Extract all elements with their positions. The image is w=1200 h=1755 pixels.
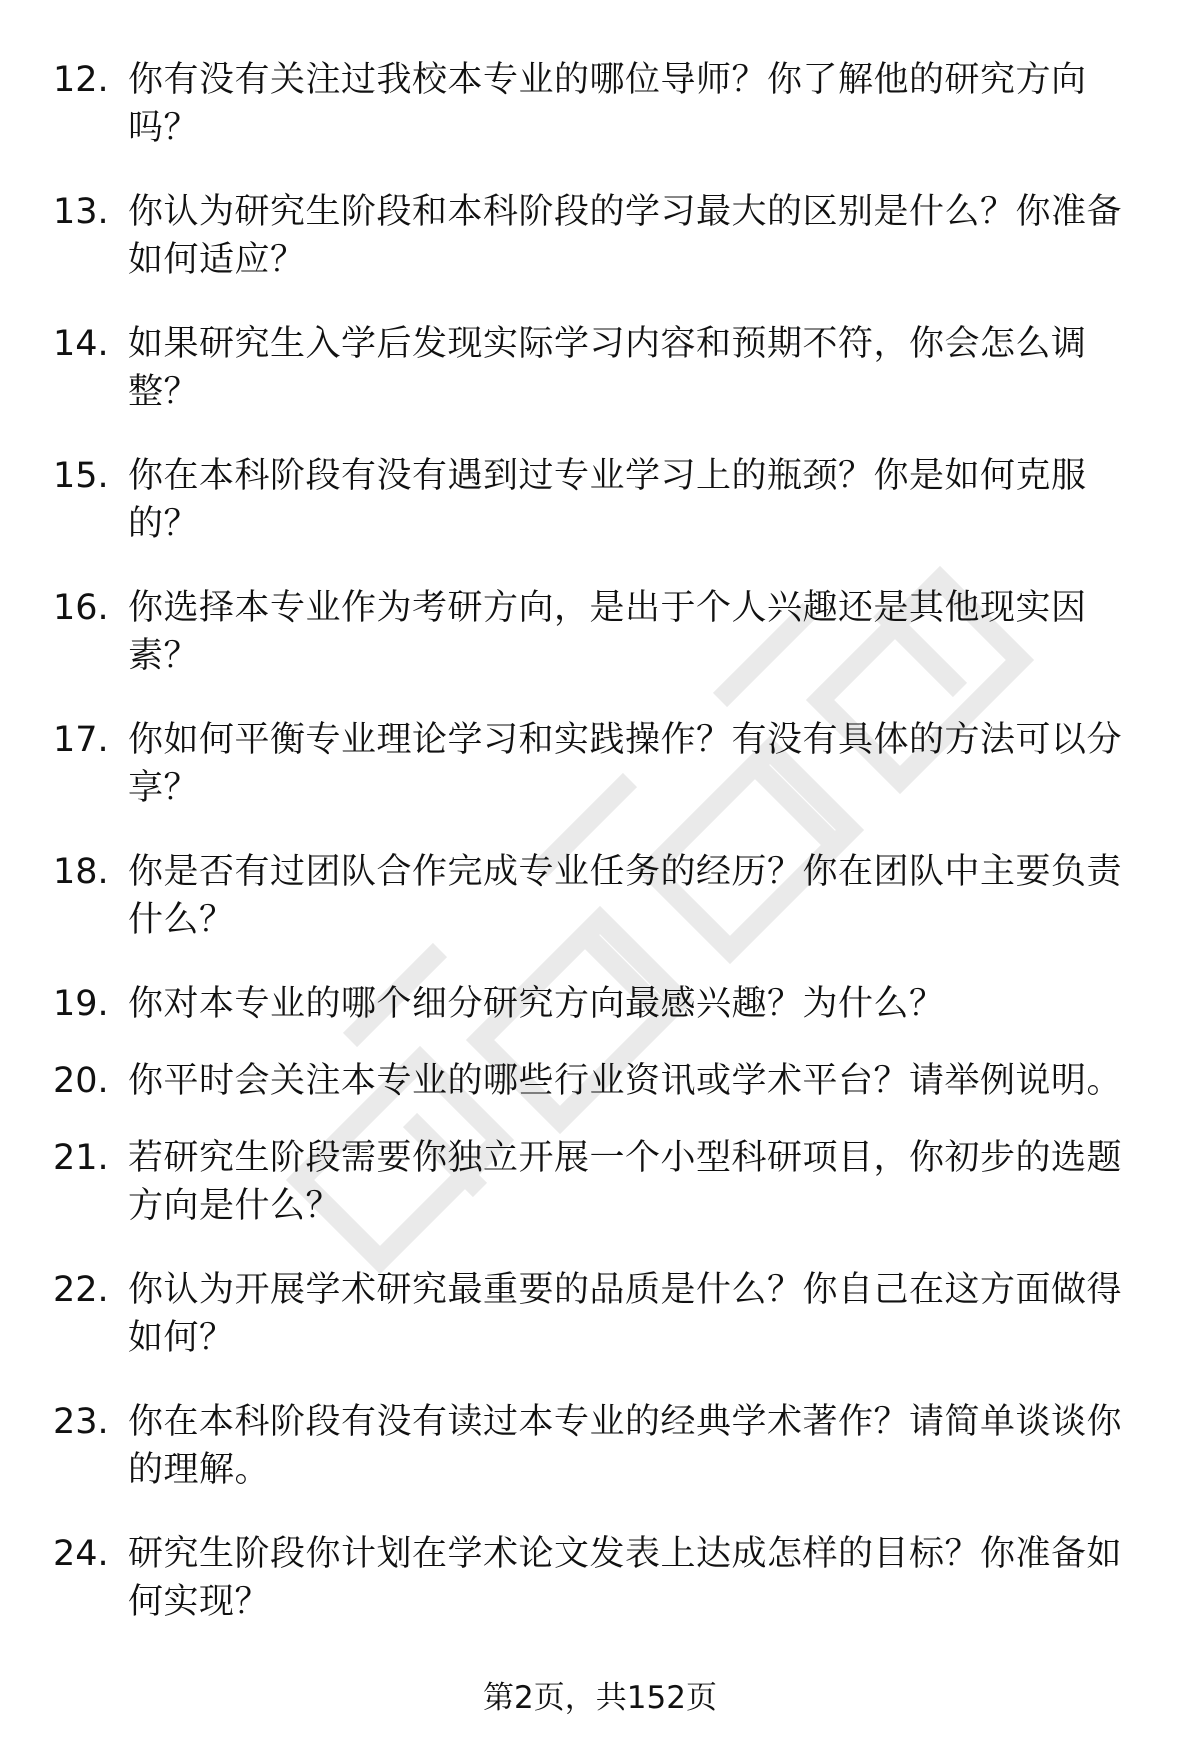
page-number-label: 第2页，共152页 bbox=[483, 1680, 717, 1716]
list-item bbox=[0, 1530, 1200, 1662]
question-text: 研究生阶段你计划在学术论文发表上达成怎样的目标？你准备如何实现？ bbox=[128, 1534, 1123, 1622]
list-item bbox=[0, 848, 1200, 980]
question-text: 你认为开展学术研究最重要的品质是什么？你自己在这方面做得如何？ bbox=[128, 1270, 1123, 1358]
question-number: 21. bbox=[53, 1138, 109, 1178]
question-number: 17. bbox=[53, 720, 109, 760]
question-text: 你对本专业的哪个细分研究方向最感兴趣？为什么？ bbox=[128, 984, 945, 1024]
question-text: 如果研究生入学后发现实际学习内容和预期不符，你会怎么调整？ bbox=[128, 324, 1087, 412]
question-number: 18. bbox=[53, 852, 109, 892]
question-text: 若研究生阶段需要你独立开展一个小型科研项目，你初步的选题方向是什么？ bbox=[128, 1138, 1123, 1226]
question-text: 你如何平衡专业理论学习和实践操作？有没有具体的方法可以分享？ bbox=[128, 720, 1123, 808]
question-number: 13. bbox=[53, 192, 109, 232]
question-list bbox=[0, 56, 1200, 1662]
question-number: 22. bbox=[53, 1270, 109, 1310]
page-footer bbox=[0, 1678, 1200, 1718]
question-text: 你是否有过团队合作完成专业任务的经历？你在团队中主要负责什么？ bbox=[128, 852, 1123, 940]
list-item bbox=[0, 1057, 1200, 1134]
list-item bbox=[0, 1398, 1200, 1530]
list-item bbox=[0, 1266, 1200, 1398]
list-item bbox=[0, 980, 1200, 1057]
question-number: 14. bbox=[53, 324, 109, 364]
list-item bbox=[0, 716, 1200, 848]
question-number: 23. bbox=[53, 1402, 109, 1442]
list-item bbox=[0, 188, 1200, 320]
question-text: 你有没有关注过我校本专业的哪位导师？你了解他的研究方向吗？ bbox=[128, 60, 1087, 148]
question-text: 你认为研究生阶段和本科阶段的学习最大的区别是什么？你准备如何适应？ bbox=[128, 192, 1123, 280]
question-text: 你在本科阶段有没有读过本专业的经典学术著作？请简单谈谈你的理解。 bbox=[128, 1402, 1123, 1490]
question-number: 24. bbox=[53, 1534, 109, 1574]
question-number: 12. bbox=[53, 60, 109, 100]
list-item bbox=[0, 584, 1200, 716]
question-number: 19. bbox=[53, 984, 109, 1024]
question-text: 你在本科阶段有没有遇到过专业学习上的瓶颈？你是如何克服的？ bbox=[128, 456, 1087, 544]
question-number: 15. bbox=[53, 456, 109, 496]
list-item bbox=[0, 56, 1200, 188]
list-item bbox=[0, 452, 1200, 584]
question-number: 20. bbox=[53, 1061, 109, 1101]
question-text: 你选择本专业作为考研方向，是出于个人兴趣还是其他现实因素？ bbox=[128, 588, 1087, 676]
question-number: 16. bbox=[53, 588, 109, 628]
list-item bbox=[0, 1134, 1200, 1266]
list-item bbox=[0, 320, 1200, 452]
question-text: 你平时会关注本专业的哪些行业资讯或学术平台？请举例说明。 bbox=[128, 1061, 1123, 1101]
